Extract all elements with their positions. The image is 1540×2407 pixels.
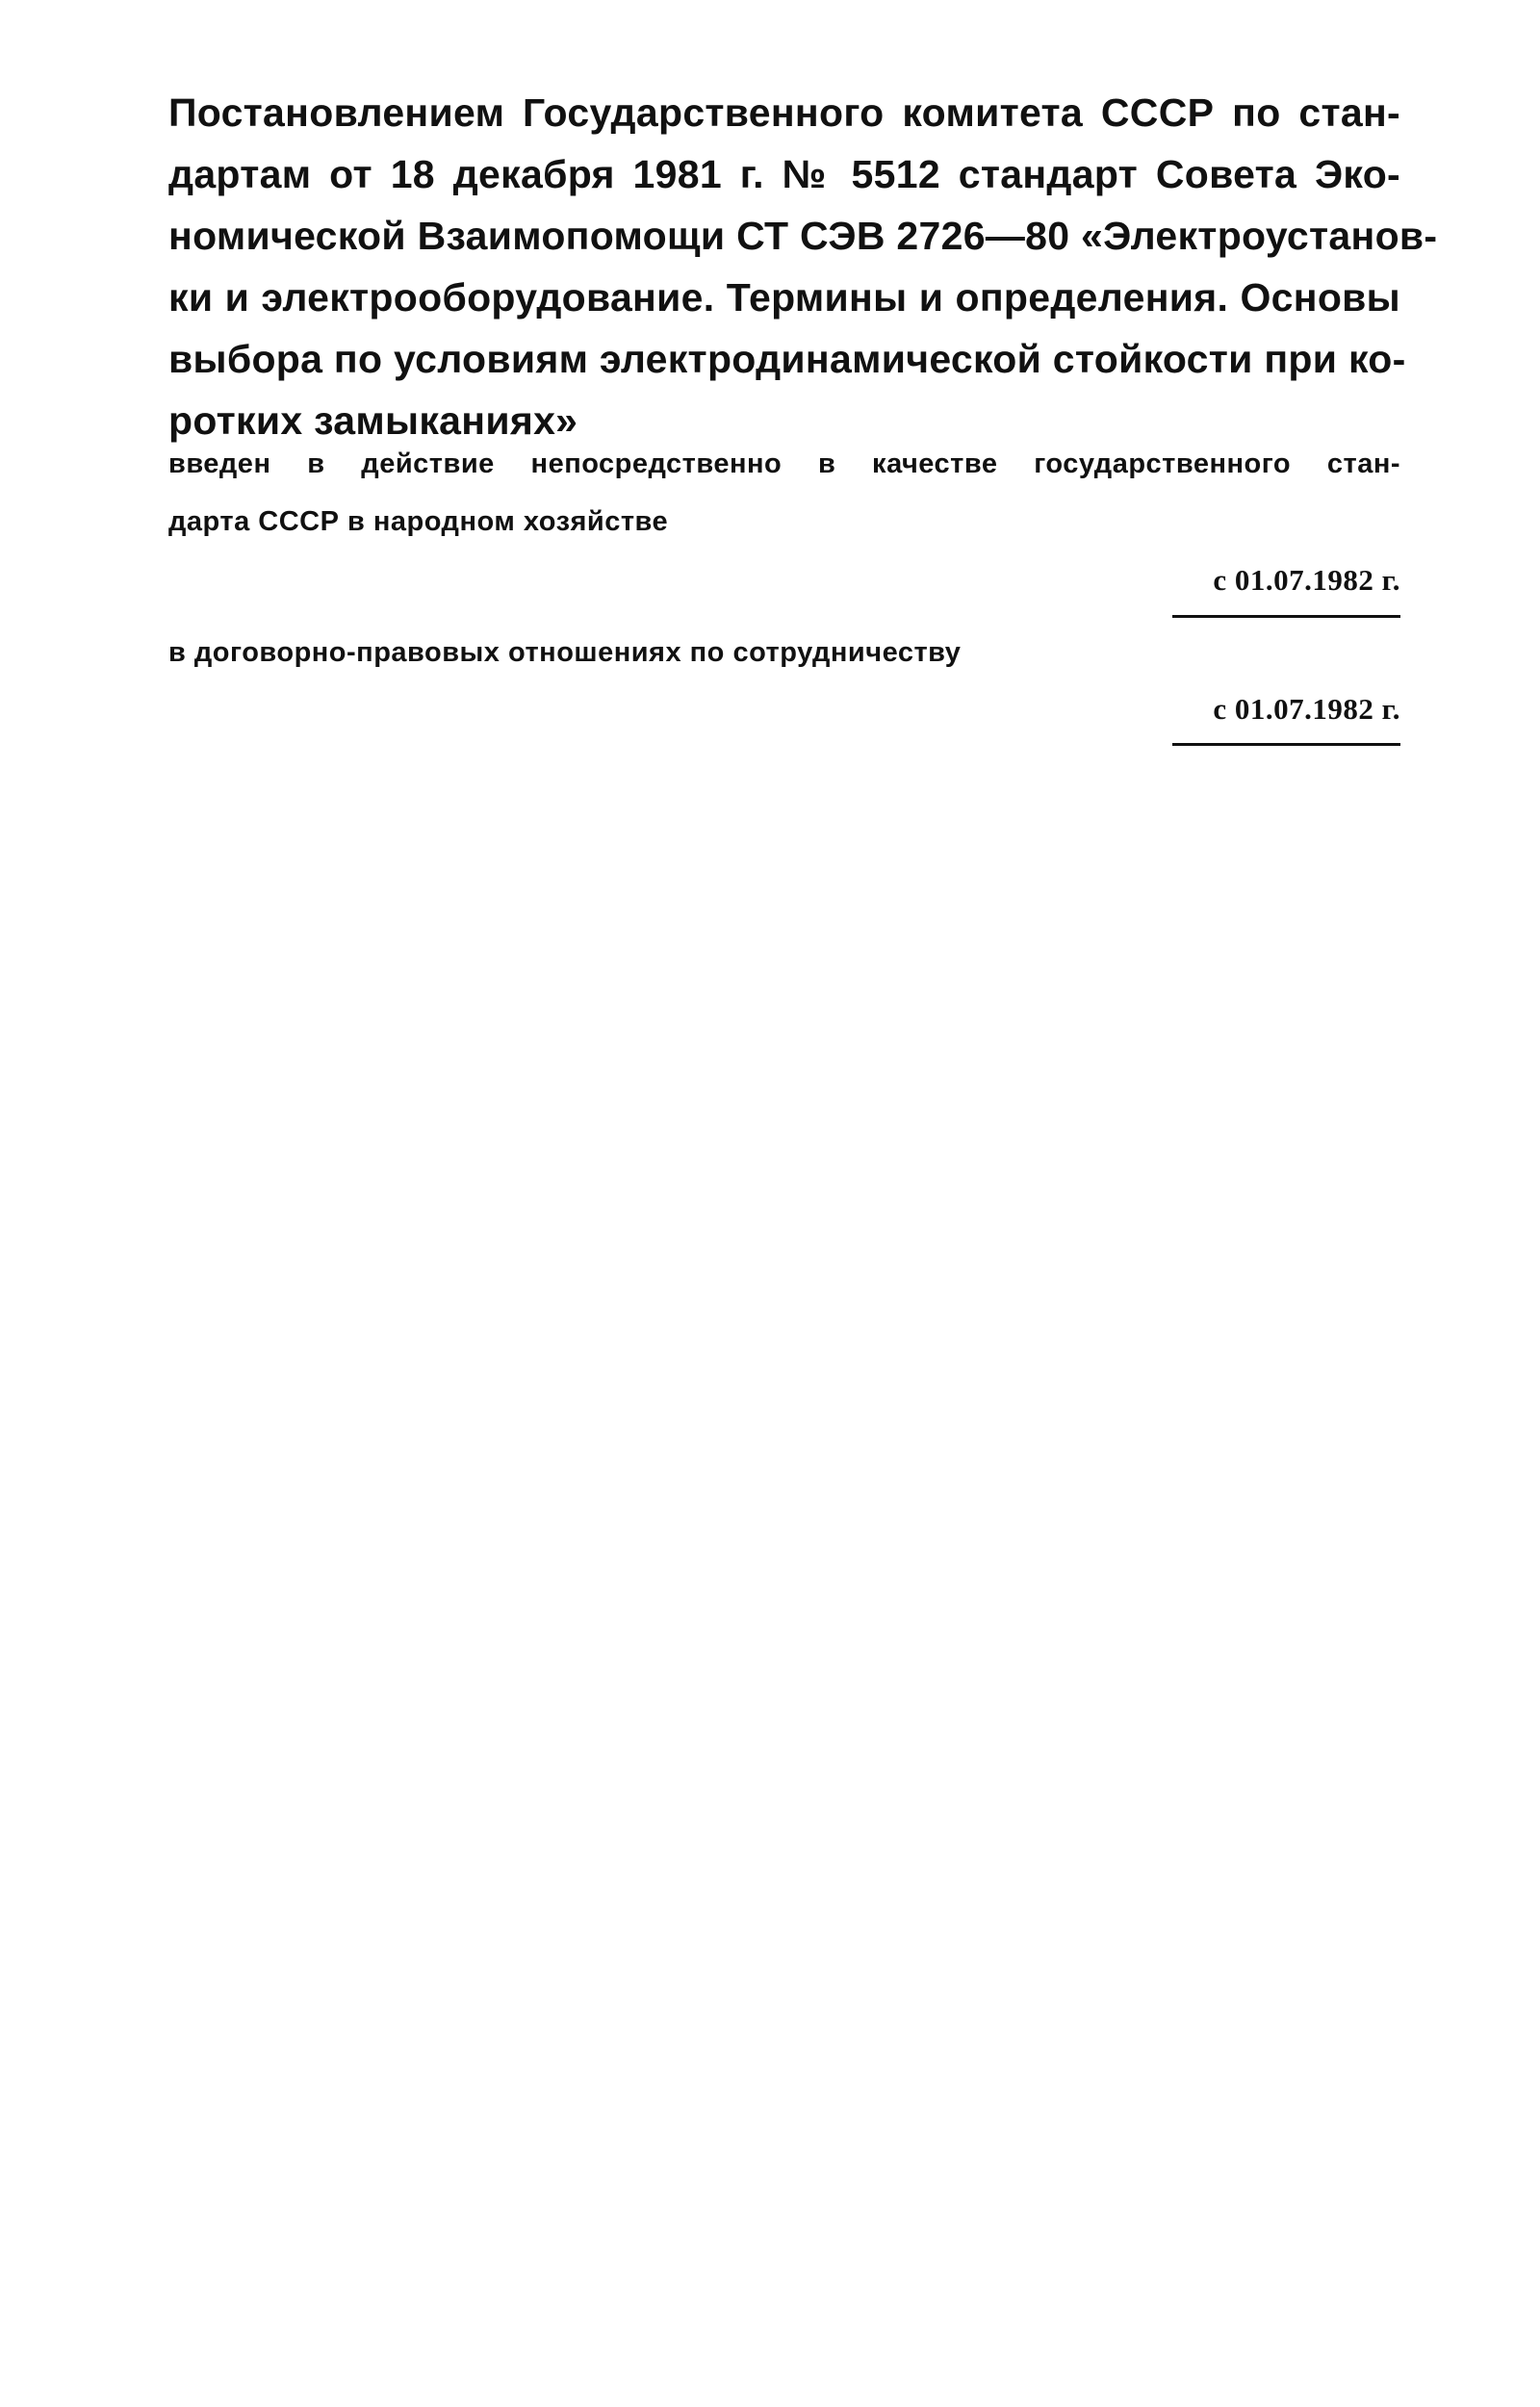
decree-line-6: ротких замыканиях»	[168, 398, 578, 443]
contract-paragraph	[168, 624, 1400, 681]
decree-line-5: выбора по условиям электродинамической стойкости при ко-	[168, 337, 1406, 381]
enactment-line-2: дарта СССР в народном хозяйстве	[168, 506, 669, 537]
contract-line: в договорно-правовых отношениях по сотрудничеству	[168, 637, 962, 668]
decree-line-3: номической Взаимопомощи СТ СЭВ 2726—80 «Электроустанов-	[168, 214, 1438, 258]
enactment-line-1: введен в действие непосредственно в качестве государственного стан-	[168, 448, 1400, 479]
enactment-paragraph	[168, 435, 1400, 551]
date-national-economy: с 01.07.1982 г.	[1213, 563, 1400, 597]
decree-line-2: дартам от 18 декабря 1981 г. № 5512 стандарт Совета Эко-	[168, 152, 1400, 196]
date-national-underline	[1172, 615, 1400, 618]
date-contract-relations: с 01.07.1982 г.	[1213, 692, 1400, 726]
date-contract-underline	[1172, 743, 1400, 746]
decree-line-1: Постановлением Государственного комитета СССР по стан-	[168, 90, 1400, 135]
decree-paragraph	[168, 82, 1438, 451]
decree-line-4: ки и электрооборудование. Термины и определения. Основы	[168, 275, 1400, 320]
